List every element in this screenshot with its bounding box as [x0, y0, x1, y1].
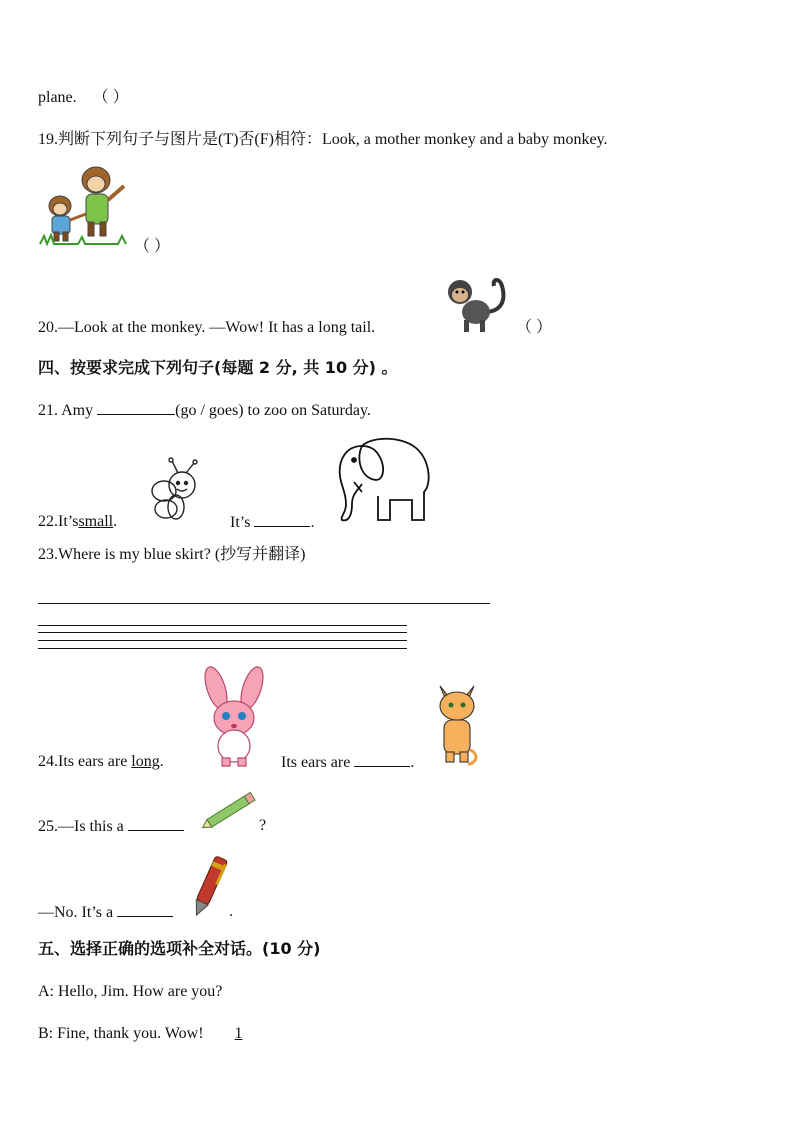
question-25-mark: ?	[259, 817, 267, 834]
question-25: 25.—Is this a	[38, 816, 184, 837]
question-22-answer: It’s .	[230, 514, 315, 531]
question-line	[38, 88, 129, 108]
question-20-text: 20.—Look at the monkey. —Wow! It has a long tail.	[38, 319, 376, 336]
answer-parentheses: （ ）	[516, 319, 553, 336]
answer-line[interactable]	[38, 632, 407, 633]
answer-blank[interactable]	[117, 902, 173, 917]
cat-image	[432, 680, 482, 768]
answer-parentheses: （ ）	[92, 89, 129, 106]
dialogue-line-b: B: Fine, thank you. Wow! 1	[38, 1024, 270, 1044]
rabbit-image	[192, 666, 276, 768]
section-4-heading: 四、按要求完成下列句子(每题 2 分, 共 10 分) 。	[38, 358, 398, 377]
answer-blank[interactable]	[354, 752, 410, 767]
answer-blank[interactable]	[97, 400, 175, 415]
elephant-image	[332, 434, 434, 526]
question-22: 22.It’ssmall.	[38, 513, 118, 530]
question-text: plane.	[38, 89, 77, 106]
pen-image	[188, 852, 232, 920]
question-19	[38, 130, 608, 150]
answer-line[interactable]	[38, 640, 407, 641]
monkey-mother-baby-image	[38, 162, 134, 248]
question-20	[38, 318, 375, 338]
answer-line[interactable]	[38, 603, 490, 604]
answer-blank-1[interactable]: 1	[234, 1025, 243, 1042]
answer-line[interactable]	[38, 648, 407, 649]
answer-parentheses: （ ）	[134, 238, 171, 255]
question-25-period: .	[229, 903, 233, 920]
answer-blank[interactable]	[128, 816, 184, 831]
pencil-image	[198, 790, 262, 832]
question-21: 21. Amy (go / goes) to zoo on Saturday.	[38, 402, 371, 419]
question-19-text: 19.判断下列句子与图片是(T)否(F)相符：Look, a mother monkey and a baby monkey.	[38, 131, 608, 148]
question-25-answer: —No. It’s a	[38, 902, 173, 923]
answer-blank[interactable]	[254, 512, 310, 527]
question-24: 24.Its ears are long.	[38, 753, 164, 770]
question-24-answer: Its ears are .	[281, 754, 415, 771]
section-5-heading: 五、选择正确的选项补全对话。(10 分)	[38, 939, 321, 958]
bee-image	[146, 455, 208, 523]
monkey-long-tail-image	[444, 272, 508, 334]
question-23: 23.Where is my blue skirt? (抄写并翻译)	[38, 546, 306, 563]
answer-line[interactable]	[38, 625, 407, 626]
dialogue-line-a: A: Hello, Jim. How are you?	[38, 983, 223, 1000]
